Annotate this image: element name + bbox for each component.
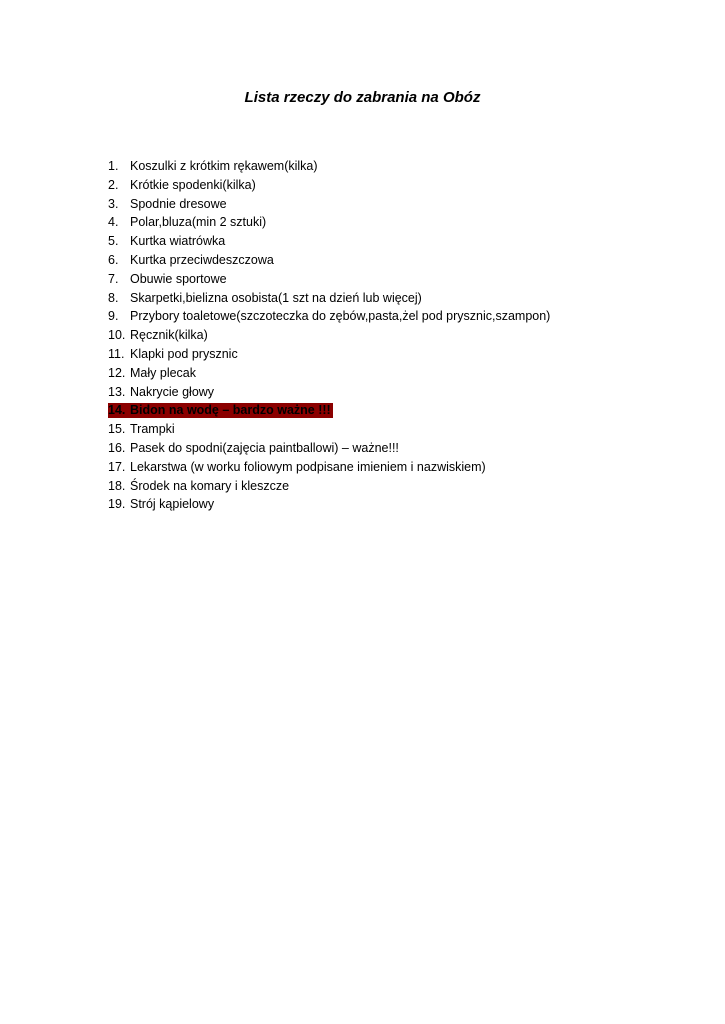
list-item — [108, 439, 550, 458]
list-item-text: Spodnie dresowe — [130, 196, 227, 211]
list-item-number: 13. — [108, 384, 126, 399]
packing-list — [108, 157, 550, 514]
list-item-text: Kurtka wiatrówka — [130, 234, 226, 249]
list-item-number: 10. — [108, 328, 126, 343]
list-item — [108, 383, 550, 402]
list-item — [108, 157, 550, 176]
list-item-number: 9. — [108, 309, 119, 324]
list-item-number: 1. — [108, 159, 119, 173]
list-item-text: Trampki — [130, 422, 175, 437]
list-item — [108, 345, 550, 364]
list-item-highlighted — [108, 401, 550, 420]
list-item-text: Koszulki z krótkim rękawem(kilka) — [130, 159, 318, 173]
list-item — [108, 251, 550, 270]
list-item-number: 15. — [108, 422, 126, 437]
list-item-text: Ręcznik(kilka) — [130, 328, 208, 343]
list-item-number: 8. — [108, 290, 119, 305]
list-item — [108, 420, 550, 439]
list-item — [108, 176, 550, 195]
list-item — [108, 232, 550, 251]
list-item — [108, 213, 550, 232]
list-item-text: Mały plecak — [130, 365, 196, 380]
list-item — [108, 326, 550, 345]
list-item-number: 16. — [108, 440, 126, 455]
list-item-text: Obuwie sportowe — [130, 271, 227, 286]
list-item — [108, 195, 550, 214]
list-item — [108, 307, 550, 326]
list-item-text: Przybory toaletowe(szczoteczka do zębów,pasta,żel pod prysznic,szampon) — [130, 309, 551, 324]
list-item-text: Pasek do spodni(zajęcia paintballowi) – ważne!!! — [130, 440, 399, 455]
list-item-text: Nakrycie głowy — [130, 384, 215, 399]
list-item-text: Polar,bluza(min 2 sztuki) — [130, 215, 267, 230]
list-item-text: Środek na komary i kleszcze — [130, 478, 290, 493]
list-item-number: 12. — [108, 365, 126, 380]
list-item-text: Krótkie spodenki(kilka) — [130, 177, 256, 192]
list-item — [108, 364, 550, 383]
document-title: Lista rzeczy do zabrania na Obóz — [244, 89, 481, 106]
list-item — [108, 270, 550, 289]
list-item-number: 17. — [108, 459, 126, 474]
list-item-number: 6. — [108, 252, 119, 267]
list-item-text: Klapki pod prysznic — [130, 346, 238, 361]
list-item — [108, 289, 550, 308]
list-item — [108, 458, 550, 477]
list-item-text: Skarpetki,bielizna osobista(1 szt na dzień lub więcej) — [130, 290, 422, 305]
list-item-number: 7. — [108, 271, 119, 286]
list-item-text: Bidon na wodę – bardzo ważne !!! — [130, 403, 331, 418]
list-item-number: 19. — [108, 497, 126, 512]
list-item-number: 18. — [108, 478, 126, 493]
list-item-number: 2. — [108, 177, 119, 192]
list-item-number: 3. — [108, 196, 119, 211]
highlight-background — [108, 403, 333, 418]
list-item-number: 14. — [108, 403, 126, 418]
list-item-number: 5. — [108, 234, 119, 249]
list-item — [108, 477, 550, 496]
list-item-number: 4. — [108, 215, 119, 230]
list-item — [108, 495, 550, 514]
list-item-text: Strój kąpielowy — [130, 497, 215, 512]
list-item-text: Kurtka przeciwdeszczowa — [130, 252, 274, 267]
list-item-text: Lekarstwa (w worku foliowym podpisane imieniem i nazwiskiem) — [130, 459, 486, 474]
list-item-number: 11. — [108, 346, 125, 361]
